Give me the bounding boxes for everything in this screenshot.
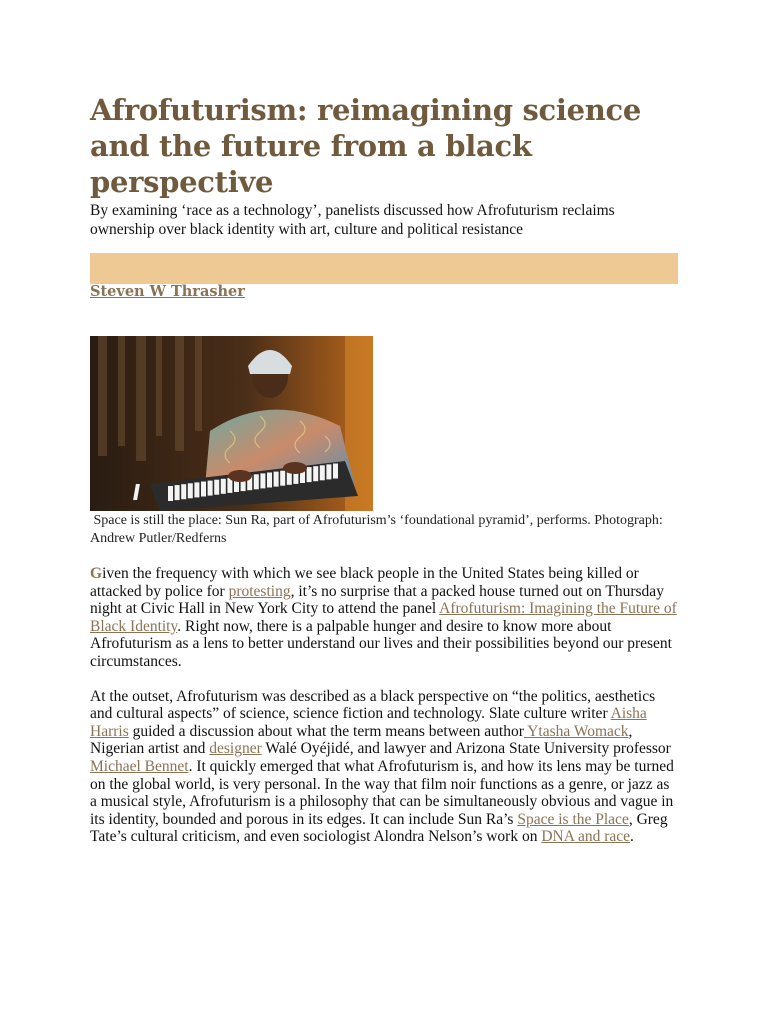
keyboard-key (194, 482, 199, 497)
paragraph-text: , Greg Tate’s cultural criticism, and even sociologist Alondra Nelson’s work on (90, 810, 668, 846)
paragraph-text: At the outset, Afrofuturism was described as a black perspective on “the politics, aesthetics and cultural aspects” of science, science fiction and technology. Slate culture writer (90, 687, 656, 723)
link-space-is-the-place[interactable]: Space is the Place (517, 810, 629, 828)
article-photo (90, 336, 373, 511)
article (90, 92, 680, 846)
byline-banner (90, 253, 678, 284)
paragraph-text: . (630, 828, 634, 846)
link-michael-bennet[interactable]: Michael Bennet (90, 757, 189, 775)
paragraph-text: . It quickly emerged that what Afrofuturism is, and how its lens may be turned on the global world, is very personal. In the way that film noir functions as a genre, or jazz as a musical style, Afrofuturism is a philosophy that can be simultaneously obvious and vague in its identity, bounded and porous in its edges. It can include Sun Ra’s (90, 757, 674, 828)
paragraph-text: . Right now, there is a palpable hunger and desire to know more about Afrofuturism as a lens to better understand our lives and their possibilities beyond our present circumstances. (90, 617, 672, 670)
keyboard-key (320, 465, 325, 480)
link-protesting[interactable]: protesting (228, 582, 291, 600)
keyboard-key (208, 481, 213, 496)
link-aisha-harris[interactable]: Aisha Harris (90, 705, 647, 740)
keyboard-key (307, 467, 312, 482)
link-ytasha-womack[interactable]: Ytasha Womack (523, 722, 629, 740)
keyboard-key (221, 479, 226, 494)
keyboard-key (181, 484, 186, 499)
link-designer[interactable]: designer (209, 740, 262, 758)
keyboard-key (326, 464, 331, 479)
keyboard-key (175, 485, 180, 500)
headline: Afrofuturism: reimagining science and the future from a black perspective (90, 93, 642, 199)
keyboard-key (280, 471, 285, 486)
keyboard-key (201, 482, 206, 497)
keyboard-key (260, 473, 265, 488)
keyboard-key (188, 483, 193, 498)
keyboard-key (333, 464, 338, 479)
keyboard-key (254, 474, 259, 489)
paragraph-text: iven the frequency with which we see black people in the United States being killed or attacked by police for (90, 565, 639, 600)
keyboard-key (267, 473, 272, 488)
link-panel[interactable]: Afrofuturism: Imagining the Future of Black Identity (90, 600, 677, 635)
article-body (90, 565, 680, 863)
keyboard-key (214, 480, 219, 495)
drop-cap: G (90, 565, 103, 582)
standfirst: By examining ‘race as a technology’, panelists discussed how Afrofuturism reclaims ownership over black identity with art, culture and political resistance (90, 202, 615, 238)
paragraph-2 (90, 688, 680, 846)
paragraph-1 (90, 565, 680, 671)
paragraph-text: , Nigerian artist and (90, 722, 633, 758)
paragraph-text: Walé Oyéjidé, and lawyer and Arizona State University professor (261, 740, 671, 758)
link-dna-and-race[interactable]: DNA and race (541, 828, 630, 846)
photo-caption: Space is still the place: Sun Ra, part of Afrofuturism’s ‘foundational pyramid’, performs. Photograph: Andrew Putler/Redferns (90, 513, 663, 546)
keyboard-key (274, 472, 279, 487)
paragraph-text: , it’s no surprise that a packed house turned out on Thursday night at Civic Hall in New York City to attend the panel (90, 582, 664, 618)
paragraph-text: guided a discussion about what the term means between author (128, 722, 524, 740)
keyboard-key (168, 486, 173, 501)
sun-ra-photo (90, 336, 373, 511)
keyboard-key (313, 466, 318, 481)
author-link[interactable]: Steven W Thrasher (90, 283, 245, 300)
